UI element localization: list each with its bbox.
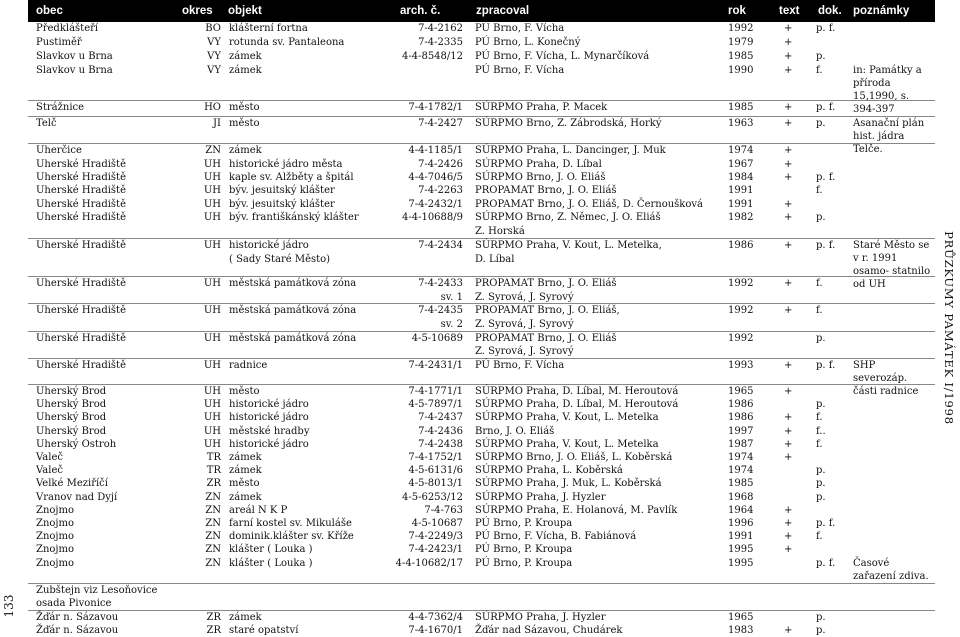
cell-okres: ZN [205,145,221,156]
cell-objekt: kaple sv. Alžběty a špitál [229,172,354,183]
cell-zpracoval: Z. Syrová, J. Syrový [475,292,574,303]
cell-arch: 7-4-2433 [418,278,463,289]
cell-dok: p. [816,465,826,476]
cell-obec: Znojmo [36,505,75,516]
cell-objekt: městské hradby [229,426,310,437]
cell-text: + [784,23,793,34]
header-objekt: objekt [228,5,262,17]
cell-rok: 1965 [728,612,754,623]
cell-rok: 1982 [728,212,754,223]
cell-pozn: Asanační plán hist. jádra Telče. [853,118,925,155]
cell-objekt: město [229,386,260,397]
cell-objekt: býv. jesuitský klášter [229,199,335,210]
cell-objekt: město [229,102,260,113]
cell-objekt: klášter ( Louka ) [229,558,313,569]
cell-okres: VY [207,37,221,48]
cell-okres: VY [207,65,221,76]
cell-text: + [784,240,793,251]
cell-okres: ZR [206,612,221,623]
cell-okres: UH [203,439,221,450]
cell-okres: UH [203,199,221,210]
cell-obec: Znojmo [36,518,75,529]
cell-arch: 7-4-2423/1 [408,544,463,555]
cell-objekt: historické jádro [229,439,309,450]
cell-arch: 4-4-7046/5 [408,172,463,183]
cell-arch: 7-4-1752/1 [408,452,463,463]
cell-rok: 1987 [728,439,754,450]
cell-arch: 4-4-10682/17 [395,558,463,569]
cell-objekt: zámek [229,612,262,623]
cell-text: + [784,145,793,156]
cell-text: + [784,412,793,423]
cell-arch: 7-4-1670/1 [408,625,463,636]
cell-rok: 1991 [728,185,754,196]
cell-obec: Uherské Hradiště [36,172,126,183]
cell-objekt: město [229,118,260,129]
cell-dok: f. [816,531,823,542]
cell-okres: HO [204,102,221,113]
cell-rok: 1995 [728,544,754,555]
cell-obec: Pustiměř [36,37,82,48]
cell-dok: f. [816,65,823,76]
cell-dok: p. f. [816,102,836,113]
cell-zpracoval: Brno, J. O. Eliáš [475,426,555,437]
cell-zpracoval: PÚ Brno, F. Vícha [475,65,565,76]
cell-text: + [784,172,793,183]
cell-okres: ZR [206,625,221,636]
cell-obec: Uherský Ostroh [36,439,117,450]
cell-okres: BO [205,23,221,34]
cell-rok: 1992 [728,278,754,289]
cell-rok: 1985 [728,102,754,113]
cell-text: + [784,305,793,316]
cell-dok: p. f. [816,518,836,529]
cell-text: + [784,102,793,113]
cell-okres: TR [206,465,221,476]
cell-zpracoval: PROPAMAT Brno, J. O. Eliáš [475,333,617,344]
cell-obec: Uherské Hradiště [36,185,126,196]
cell-okres: ZN [205,544,221,555]
cell-obec: Uherský Brod [36,386,107,397]
cell-arch: 4-4-10688/9 [401,212,463,223]
cell-dok: p. f. [816,360,836,371]
cell-rok: 1963 [728,118,754,129]
cell-text: + [784,518,793,529]
cell-zpracoval: PÚ Brno, P. Kroupa [475,544,573,555]
cell-zpracoval: SÚRPMO Praha, J. Hyzler [475,612,606,623]
cell-obec: Valeč [36,465,63,476]
cell-zpracoval: SÚRPMO Praha, J. Muk, L. Koběrská [475,478,662,489]
cell-rok: 1992 [728,305,754,316]
cell-rok: 1995 [728,558,754,569]
cell-obec: Valeč [36,452,63,463]
cell-rok: 1997 [728,426,754,437]
cell-dok: p. [816,51,826,62]
cell-text: + [784,360,793,371]
cell-objekt: město [229,478,260,489]
cell-obec: Znojmo [36,544,75,555]
cell-text: + [784,278,793,289]
cell-rok: 1964 [728,505,754,516]
cell-text: + [784,531,793,542]
cell-zpracoval: SÚRPMO Praha, J. Hyzler [475,492,606,503]
cell-rok: 1992 [728,23,754,34]
cell-pozn: Staré Město se v r. 1991 osamo- statnilo od UH [853,240,931,290]
cell-arch: 4-5-8013/1 [408,478,463,489]
cell-dok: p. f. [816,558,836,569]
cell-obec: Strážnice [36,102,85,113]
cell-objekt: historické jádro [229,240,309,251]
cell-arch: 7-4-2426 [418,159,463,170]
cell-rok: 1974 [728,145,754,156]
cell-objekt: staré opatství [229,625,299,636]
cell-dok: p. [816,492,826,503]
header-rok: rok [728,5,746,17]
cell-obec: Znojmo [36,531,75,542]
cell-dok: p. f. [816,23,836,34]
cell-rok: 1991 [728,531,754,542]
cell-arch: 7-4-2162 [418,23,463,34]
cell-obec: Uherské Hradiště [36,199,126,210]
cell-arch: 7-4-2435 [418,305,463,316]
cell-objekt: dominik.klášter sv. Kříže [229,531,354,542]
cell-arch: 4-5-10687 [411,518,463,529]
cell-objekt: ( Sady Staré Město) [229,254,331,265]
cell-zpracoval: SÚRPMO Praha, E. Holanová, M. Pavlík [475,505,678,516]
cell-zpracoval: Z. Syrová, J. Syrový [475,319,574,330]
cell-rok: 1992 [728,333,754,344]
cell-text: + [784,625,793,636]
cell-zpracoval: SÚRPMO Praha, V. Kout, L. Metelka, [475,240,662,251]
cell-obec: Velké Meziříčí [36,478,108,489]
cell-zpracoval: SÚRPMO Praha, L. Dancinger, J. Muk [475,145,666,156]
cell-dok: p. [816,399,826,410]
cell-obec: Předklášteří [36,23,99,34]
cell-arch: sv. 2 [440,319,463,330]
cell-arch: sv. 1 [440,292,463,303]
cell-rok: 1967 [728,159,754,170]
cell-text: + [784,452,793,463]
cell-okres: UH [203,240,221,251]
cell-zpracoval: PROPAMAT Brno, J. O. Eliáš, D. Černoušková [475,199,703,210]
cell-dok: p. [816,118,826,129]
cell-dok: f.. [816,426,826,437]
cell-zpracoval: PÚ Brno, P. Kroupa [475,558,573,569]
page-number [0,586,18,626]
cell-dok: f. [816,305,823,316]
cell-okres: JI [213,118,221,129]
cell-arch: 7-4-2249/3 [408,531,463,542]
cell-arch: 4-4-7362/4 [408,612,463,623]
cell-rok: 1986 [728,399,754,410]
cell-text: + [784,118,793,129]
cell-text: + [784,386,793,397]
cell-zpracoval: PÚ Brno, L. Konečný [475,37,581,48]
cell-rok: 1986 [728,240,754,251]
cell-objekt: historické jádro města [229,159,343,170]
cell-okres: ZR [206,478,221,489]
cell-arch: 7-4-2434 [418,240,463,251]
cell-zpracoval: SÚRPMO Praha, V. Kout, L. Metelka [475,439,659,450]
cell-obec: Slavkov u Brna [36,51,113,62]
row-separator [28,583,935,584]
cell-arch: 4-4-8548/12 [401,51,463,62]
cell-dok: p. [816,333,826,344]
cell-dok: f. [816,439,823,450]
cell-text: + [784,199,793,210]
cell-zpracoval: PROPAMAT Brno, J. O. Eliáš [475,185,617,196]
cell-objekt: rotunda sv. Pantaleona [229,37,345,48]
cell-zpracoval: PROPAMAT Brno, J. O. Eliáš, [475,305,620,316]
cell-objekt: klášterní fortna [229,23,308,34]
cell-arch: 7-4-2438 [418,439,463,450]
cell-text: + [784,159,793,170]
cell-text: + [784,426,793,437]
cell-dok: f. [816,278,823,289]
cell-arch: 4-5-7897/1 [408,399,463,410]
cell-pozn: SHP severozáp. části radnice [853,360,919,397]
cell-okres: ZN [205,531,221,542]
side-title-text: PRŮZKUMY PAMÁTEK I/1998 [942,230,956,425]
cell-obec: Uherské Hradiště [36,305,126,316]
cell-zpracoval: D. Líbal [475,254,515,265]
cell-objekt: zámek [229,465,262,476]
cell-okres: UH [203,386,221,397]
cell-obec: Žďár n. Sázavou [36,612,119,623]
cell-zpracoval: SÚRPMO Praha, D. Líbal, M. Heroutová [475,386,679,397]
cell-objekt: městská památková zóna [229,305,357,316]
cell-obec: Uherské Hradiště [36,333,126,344]
cell-okres: UH [203,172,221,183]
cell-dok: p. f. [816,172,836,183]
cell-objekt: zámek [229,492,262,503]
cell-text: + [784,51,793,62]
cell-zpracoval: SÚRPMO Brno, J. O. Eliáš [475,172,606,183]
cell-arch: 7-4-2437 [418,412,463,423]
cell-arch: 7-4-2427 [418,118,463,129]
cell-okres: UH [203,305,221,316]
cell-dok: p. [816,478,826,489]
cell-obec: Uherské Hradiště [36,360,126,371]
header-text: text [779,5,800,17]
cell-pozn: Časové zařazení zdiva. [853,558,929,582]
cell-dok: p. [816,625,826,636]
cell-arch: 7-4-2431/1 [408,360,463,371]
cell-objekt: radnice [229,360,268,371]
cell-objekt: farní kostel sv. Mikuláše [229,518,352,529]
cell-okres: TR [206,452,221,463]
cell-objekt: zámek [229,452,262,463]
cell-obec: Uherské Hradiště [36,278,126,289]
cell-zpracoval: SÚRPMO Praha, P. Macek [475,102,608,113]
cell-okres: ZN [205,518,221,529]
cell-objekt: městská památková zóna [229,278,357,289]
cell-arch: 7-4-2335 [418,37,463,48]
header-arch: arch. č. [400,5,441,17]
page-number-text: 133 [2,594,16,618]
cell-dok: p. [816,612,826,623]
cell-okres: UH [203,185,221,196]
cell-zpracoval: PROPAMAT Brno, J. O. Eliáš [475,278,617,289]
cell-rok: 1986 [728,412,754,423]
cell-dok: f. [816,185,823,196]
cell-text: + [784,544,793,555]
cell-objekt: býv. jesuitský klášter [229,185,335,196]
header-okres: okres [182,5,213,17]
cell-okres: UH [203,426,221,437]
cell-rok: 1974 [728,465,754,476]
cell-arch: 7-4-1782/1 [408,102,463,113]
cell-rok: 1984 [728,172,754,183]
cell-text: + [784,439,793,450]
cell-rok: 1974 [728,452,754,463]
cell-zpracoval: PÚ Brno, P. Kroupa [475,518,573,529]
cell-arch: 7-4-2432/1 [408,199,463,210]
cell-text: + [784,212,793,223]
cell-okres: UH [203,333,221,344]
cell-objekt: zámek [229,65,262,76]
cell-zpracoval: PÚ Brno, F. Vícha [475,23,565,34]
cell-text: + [784,37,793,48]
cell-zpracoval: Z. Horská [475,226,525,237]
cell-dok: p. [816,212,826,223]
cell-obec: Uherský Brod [36,426,107,437]
header-poznamky: poznámky [853,5,910,17]
cell-objekt: areál N K P [229,505,288,516]
cell-arch: 4-5-10689 [411,333,463,344]
cell-objekt: zámek [229,145,262,156]
cell-arch: 7-4-1771/1 [408,386,463,397]
cell-objekt: historické jádro [229,399,309,410]
cell-arch: 4-4-1185/1 [408,145,463,156]
cell-obec: Žďár n. Sázavou [36,625,119,636]
cell-obec: Vranov nad Dyjí [36,492,118,503]
cell-zpracoval: SÚRPMO Praha, L. Koběrská [475,465,623,476]
header-zpracoval: zpracoval [476,5,530,17]
cell-zpracoval: SÚRPMO Praha, D. Líbal [475,159,602,170]
cell-obec: Zubštejn viz Lesoňovice [36,585,158,596]
cell-text: + [784,505,793,516]
cell-zpracoval: Z. Syrová, J. Syrový [475,346,574,357]
cell-obec: osada Pivonice [36,598,112,609]
cell-zpracoval: PÚ Brno, F. Vícha [475,360,565,371]
cell-obec: Telč [36,118,57,129]
cell-pozn: in: Památky a příroda 15,1990, s. 394-397 [853,65,922,115]
cell-rok: 1985 [728,51,754,62]
cell-obec: Uherské Hradiště [36,240,126,251]
cell-obec: Uherské Hradiště [36,159,126,170]
cell-zpracoval: SÚRPMO Praha, D. Líbal, M. Heroutová [475,399,679,410]
cell-objekt: historické jádro [229,412,309,423]
cell-okres: ZN [205,492,221,503]
cell-rok: 1968 [728,492,754,503]
cell-dok: p. f. [816,240,836,251]
cell-rok: 1993 [728,360,754,371]
header-obec: obec [36,5,63,17]
cell-arch: 4-5-6253/12 [401,492,463,503]
cell-obec: Uherský Brod [36,399,107,410]
cell-okres: ZN [205,558,221,569]
cell-obec: Uherský Brod [36,412,107,423]
cell-dok: f. [816,412,823,423]
table-header [28,0,935,22]
cell-objekt: býv. františkánský klášter [229,212,359,223]
cell-okres: UH [203,212,221,223]
cell-arch: 7-4-2263 [418,185,463,196]
cell-zpracoval: SÚRPMO Brno, Z. Němec, J. O. Eliáš [475,212,661,223]
cell-rok: 1985 [728,478,754,489]
cell-zpracoval: PÚ Brno, F. Vícha, B. Fabiánová [475,531,637,542]
cell-obec: Uherské Hradiště [36,212,126,223]
cell-obec: Znojmo [36,558,75,569]
cell-okres: UH [203,412,221,423]
cell-okres: UH [203,278,221,289]
cell-zpracoval: PÚ Brno, F. Vícha, L. Mynarčíková [475,51,650,62]
cell-rok: 1979 [728,37,754,48]
cell-obec: Slavkov u Brna [36,65,113,76]
cell-rok: 1965 [728,386,754,397]
side-title [938,18,960,637]
cell-okres: ZN [205,505,221,516]
header-dok: dok. [818,5,842,17]
cell-rok: 1991 [728,199,754,210]
cell-objekt: klášter ( Louka ) [229,544,313,555]
cell-arch: 7-4-763 [424,505,463,516]
cell-okres: UH [203,360,221,371]
cell-zpracoval: SÚRPMO Praha, V. Kout, L. Metelka [475,412,659,423]
cell-okres: VY [207,51,221,62]
cell-arch: 4-5-6131/6 [408,465,463,476]
cell-rok: 1983 [728,625,754,636]
cell-objekt: zámek [229,51,262,62]
cell-zpracoval: SÚRPMO Brno, J. O. Eliáš, L. Koběrská [475,452,673,463]
cell-rok: 1990 [728,65,754,76]
cell-arch: 7-4-2436 [418,426,463,437]
cell-zpracoval: Žďár nad Sázavou, Chudárek [475,625,623,636]
cell-okres: UH [203,399,221,410]
cell-zpracoval: SÚRPMO Brno, Z. Zábrodská, Horký [475,118,662,129]
cell-rok: 1996 [728,518,754,529]
cell-objekt: městská památková zóna [229,333,357,344]
cell-text: + [784,65,793,76]
cell-okres: UH [203,159,221,170]
cell-obec: Uherčice [36,145,82,156]
